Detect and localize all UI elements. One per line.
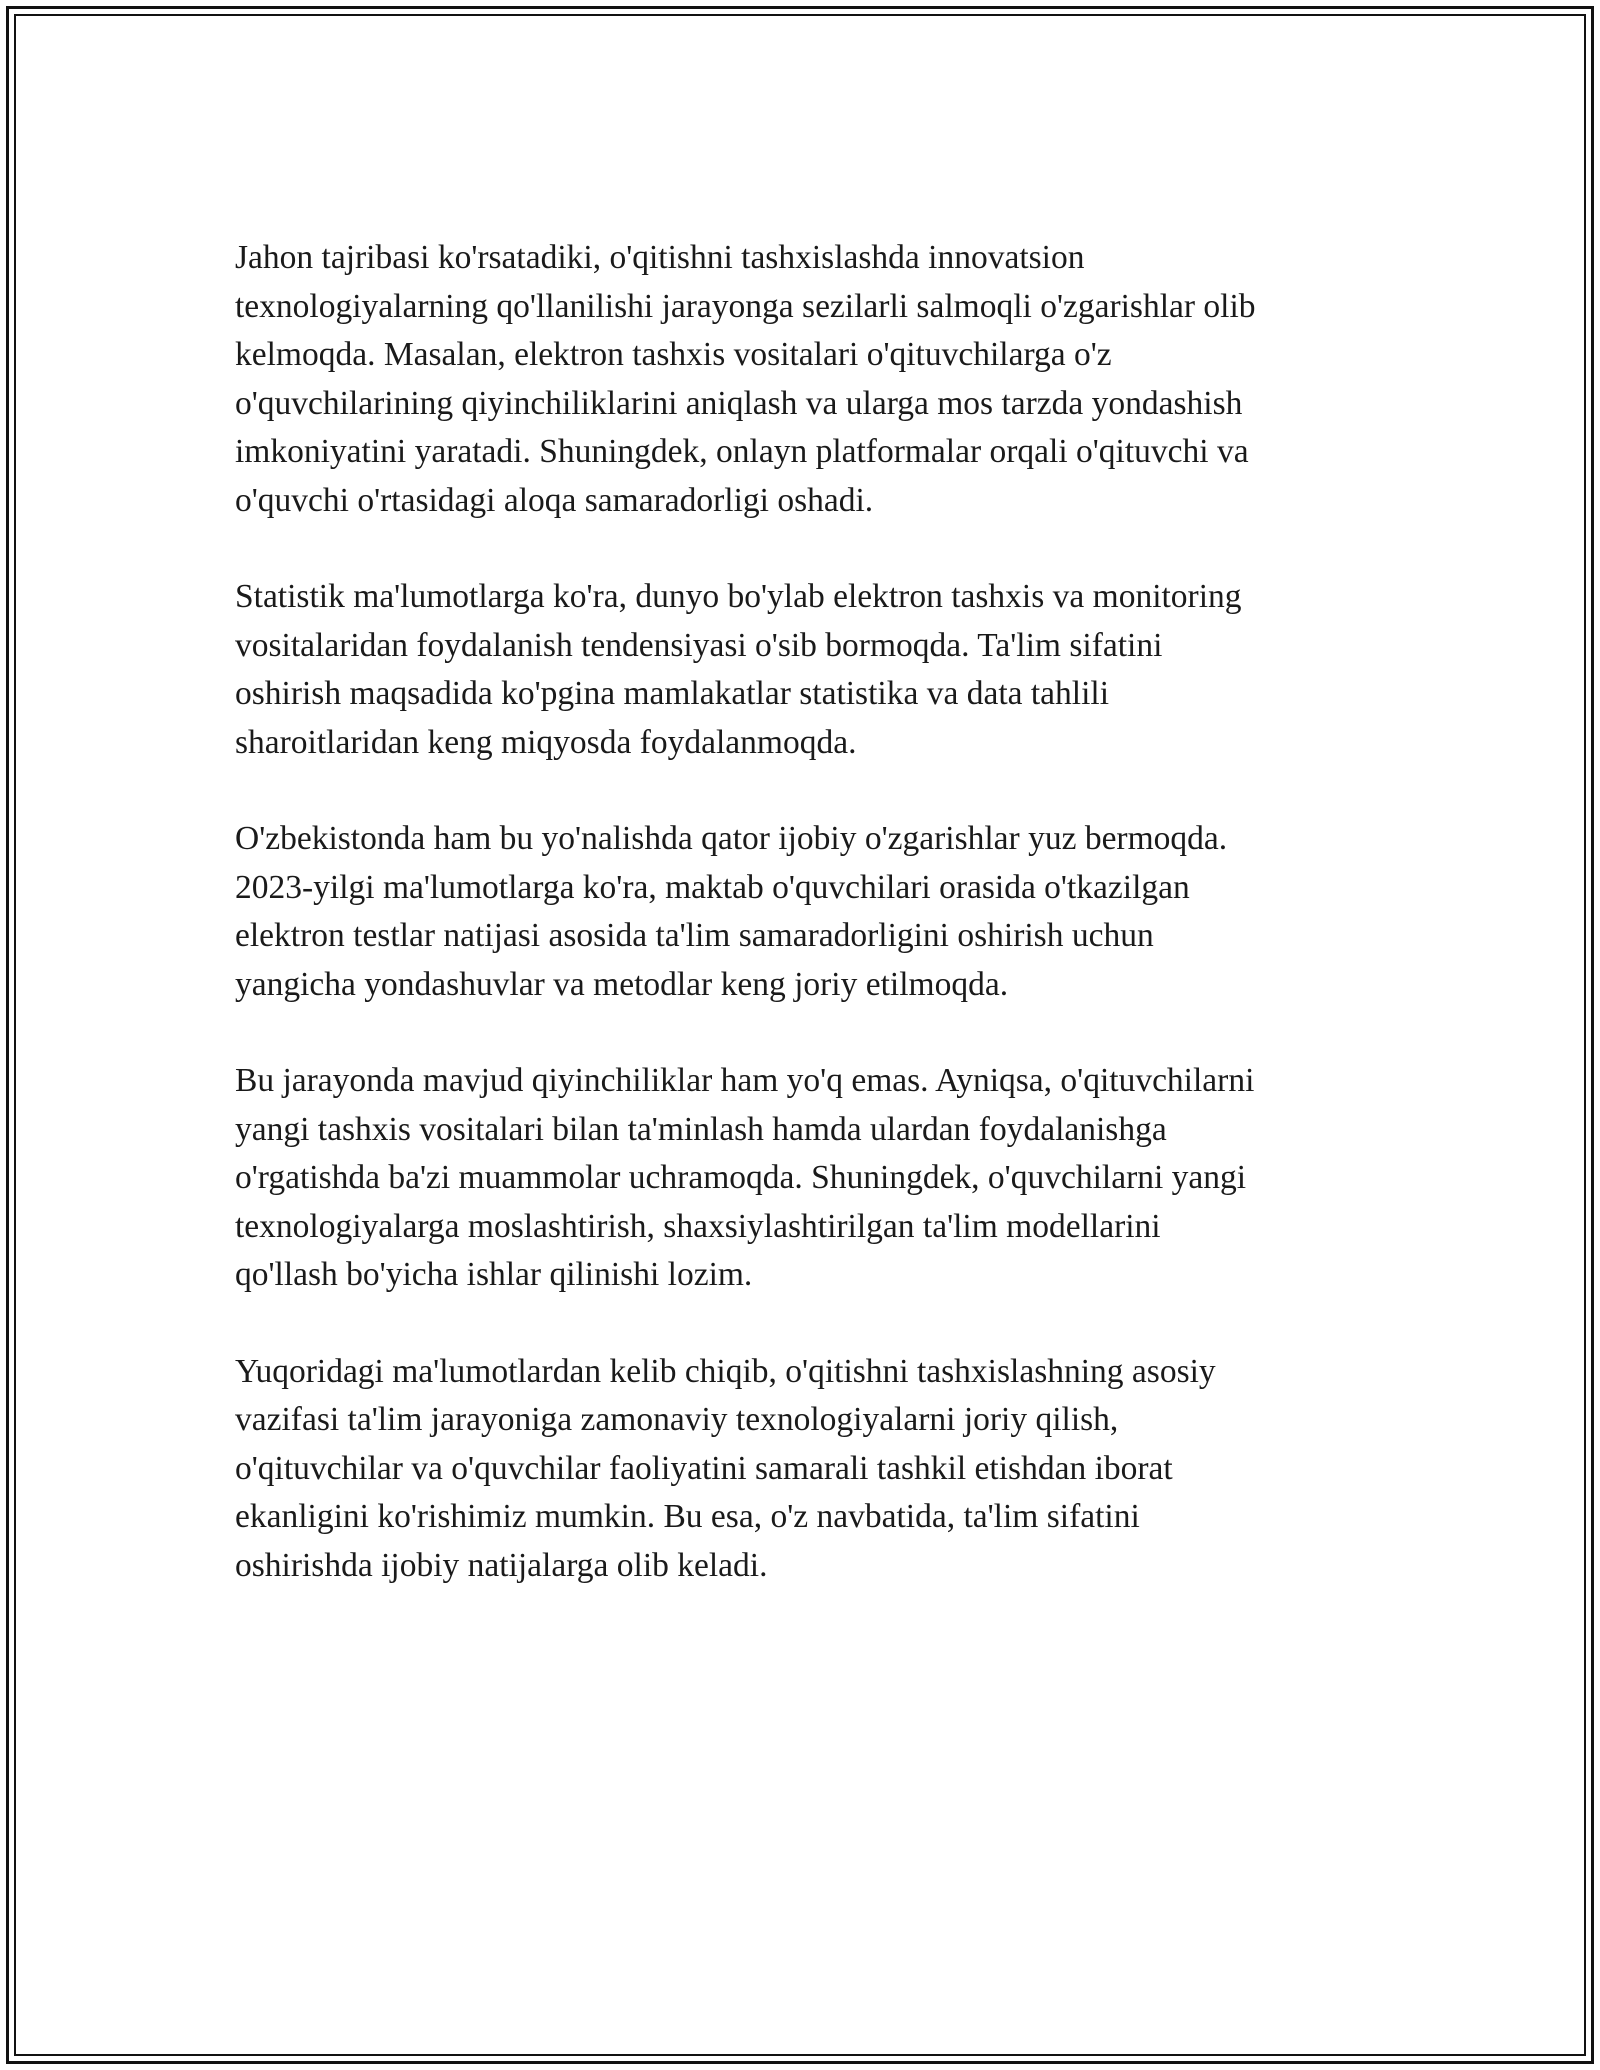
text-line: Bu jarayonda mavjud qiyinchiliklar ham yo'q emas. Ayniqsa, o'qituvchilarni [235, 1062, 1255, 1099]
text-line: Jahon tajribasi ko'rsatadiki, o'qitishni tashxislashda innovatsion [235, 239, 1085, 276]
text-line: yangi tashxis vositalari bilan ta'minlash hamda ulardan foydalanishga [235, 1110, 1167, 1148]
text-line: imkoniyatini yaratadi. Shuningdek, onlayn platformalar orqali o'qituvchi va [235, 433, 1249, 470]
text-line: o'quvchilarining qiyinchiliklarini aniqlash va ularga mos tarzda yondashish [235, 384, 1243, 422]
document-body [235, 234, 1375, 1638]
text-line: o'rgatishda ba'zi muammolar uchramoqda. Shuningdek, o'quvchilarni yangi [235, 1159, 1247, 1196]
paragraph-3 [235, 815, 1375, 1009]
paragraph-1 [235, 234, 1375, 525]
text-line: vazifasi ta'lim jarayoniga zamonaviy texnologiyalarni joriy qilish, [235, 1401, 1119, 1438]
text-line: yangicha yondashuvlar va metodlar keng joriy etilmoqda. [235, 965, 1009, 1003]
text-line: texnologiyalarga moslashtirish, shaxsiylashtirilgan ta'lim modellarini [235, 1207, 1161, 1245]
text-line: qo'llash bo'yicha ishlar qilinishi lozim. [235, 1256, 753, 1293]
text-line: Statistik ma'lumotlarga ko'ra, dunyo bo'ylab elektron tashxis va monitoring [235, 578, 1242, 615]
text-line: oshirish maqsadida ko'pgina mamlakatlar statistika va data tahlili [235, 675, 1110, 712]
text-line: Yuqoridagi ma'lumotlardan kelib chiqib, o'qitishni tashxislashning asosiy [235, 1352, 1216, 1390]
text-line: o'qituvchilar va o'quvchilar faoliyatini samarali tashkil etishdan iborat [235, 1449, 1173, 1487]
paragraph-4 [235, 1057, 1375, 1300]
text-line: O'zbekistonda ham bu yo'nalishda qator ijobiy o'zgarishlar yuz bermoqda. [235, 820, 1228, 857]
text-line: oshirishda ijobiy natijalarga olib keladi. [235, 1546, 768, 1584]
paragraph-5 [235, 1348, 1375, 1591]
text-line: kelmoqda. Masalan, elektron tashxis vositalari o'qituvchilarga o'z [235, 336, 1112, 373]
text-line: elektron testlar natijasi asosida ta'lim samaradorligini oshirish uchun [235, 917, 1154, 954]
text-line: sharoitlaridan keng miqyosda foydalanmoqda. [235, 723, 857, 761]
text-line: ekanligini ko'rishimiz mumkin. Bu esa, o'z navbatida, ta'lim sifatini [235, 1498, 1140, 1535]
paragraph-2 [235, 573, 1375, 767]
text-line: texnologiyalarning qo'llanilishi jarayonga sezilarli salmoqli o'zgarishlar olib [235, 287, 1256, 325]
text-line: vositalaridan foydalanish tendensiyasi o'sib bormoqda. Ta'lim sifatini [235, 626, 1163, 664]
text-line: o'quvchi o'rtasidagi aloqa samaradorligi oshadi. [235, 481, 874, 519]
text-line: 2023-yilgi ma'lumotlarga ko'ra, maktab o'quvchilari orasida o'tkazilgan [235, 868, 1190, 906]
